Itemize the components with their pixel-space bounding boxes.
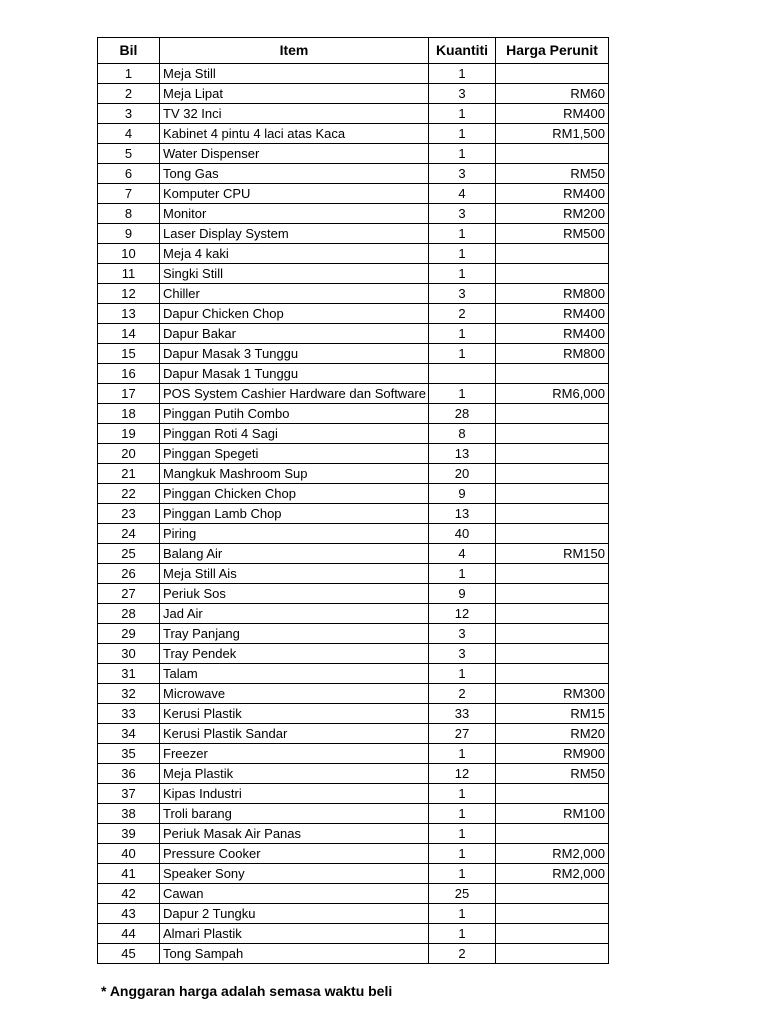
- bil-cell: 40: [98, 844, 160, 864]
- qty-cell: 1: [429, 824, 496, 844]
- bil-cell: 10: [98, 244, 160, 264]
- table-row: [98, 924, 609, 944]
- table-row: [98, 64, 609, 84]
- qty-cell: 4: [429, 184, 496, 204]
- item-cell: Periuk Masak Air Panas: [160, 824, 429, 844]
- price-cell: RM400: [496, 304, 609, 324]
- table-row: [98, 164, 609, 184]
- item-cell: Balang Air: [160, 544, 429, 564]
- table-row: [98, 284, 609, 304]
- bil-cell: 7: [98, 184, 160, 204]
- price-cell: [496, 144, 609, 164]
- qty-cell: 1: [429, 864, 496, 884]
- price-cell: RM900: [496, 744, 609, 764]
- price-cell: [496, 884, 609, 904]
- qty-cell: 1: [429, 104, 496, 124]
- bil-cell: 38: [98, 804, 160, 824]
- price-cell: [496, 644, 609, 664]
- item-cell: Pinggan Chicken Chop: [160, 484, 429, 504]
- price-cell: RM2,000: [496, 844, 609, 864]
- item-cell: Singki Still: [160, 264, 429, 284]
- price-cell: RM300: [496, 684, 609, 704]
- price-cell: [496, 404, 609, 424]
- qty-cell: 40: [429, 524, 496, 544]
- item-cell: Kabinet 4 pintu 4 laci atas Kaca: [160, 124, 429, 144]
- item-cell: Piring: [160, 524, 429, 544]
- price-cell: [496, 904, 609, 924]
- bil-cell: 22: [98, 484, 160, 504]
- table-row: [98, 904, 609, 924]
- table-row: [98, 264, 609, 284]
- table-row: [98, 424, 609, 444]
- table-row: [98, 524, 609, 544]
- table-row: [98, 224, 609, 244]
- header-item: Item: [160, 38, 429, 64]
- item-cell: Freezer: [160, 744, 429, 764]
- price-cell: [496, 444, 609, 464]
- bil-cell: 14: [98, 324, 160, 344]
- table-row: [98, 804, 609, 824]
- item-cell: Meja Plastik: [160, 764, 429, 784]
- item-cell: Komputer CPU: [160, 184, 429, 204]
- table-row: [98, 404, 609, 424]
- qty-cell: 9: [429, 484, 496, 504]
- bil-cell: 45: [98, 944, 160, 964]
- price-cell: RM200: [496, 204, 609, 224]
- qty-cell: 1: [429, 344, 496, 364]
- table-row: [98, 84, 609, 104]
- bil-cell: 27: [98, 584, 160, 604]
- qty-cell: 9: [429, 584, 496, 604]
- table-row: [98, 184, 609, 204]
- bil-cell: 24: [98, 524, 160, 544]
- bil-cell: 17: [98, 384, 160, 404]
- table-row: [98, 704, 609, 724]
- item-cell: Pinggan Spegeti: [160, 444, 429, 464]
- bil-cell: 29: [98, 624, 160, 644]
- price-cell: [496, 524, 609, 544]
- item-cell: Jad Air: [160, 604, 429, 624]
- table-header-row: [98, 38, 609, 64]
- qty-cell: 3: [429, 84, 496, 104]
- bil-cell: 19: [98, 424, 160, 444]
- bil-cell: 6: [98, 164, 160, 184]
- item-cell: POS System Cashier Hardware dan Software: [160, 384, 429, 404]
- qty-cell: 12: [429, 604, 496, 624]
- price-cell: RM400: [496, 104, 609, 124]
- qty-cell: 1: [429, 844, 496, 864]
- bil-cell: 5: [98, 144, 160, 164]
- bil-cell: 12: [98, 284, 160, 304]
- price-cell: [496, 484, 609, 504]
- item-cell: Troli barang: [160, 804, 429, 824]
- table-row: [98, 664, 609, 684]
- price-cell: [496, 584, 609, 604]
- table-row: [98, 564, 609, 584]
- bil-cell: 23: [98, 504, 160, 524]
- bil-cell: 42: [98, 884, 160, 904]
- bil-cell: 36: [98, 764, 160, 784]
- item-cell: Microwave: [160, 684, 429, 704]
- item-cell: Laser Display System: [160, 224, 429, 244]
- qty-cell: 1: [429, 924, 496, 944]
- table-body: [98, 64, 609, 964]
- qty-cell: 1: [429, 384, 496, 404]
- price-cell: [496, 944, 609, 964]
- price-cell: [496, 784, 609, 804]
- table-row: [98, 944, 609, 964]
- table-row: [98, 304, 609, 324]
- price-cell: [496, 924, 609, 944]
- qty-cell: 3: [429, 624, 496, 644]
- price-cell: [496, 64, 609, 84]
- table-row: [98, 104, 609, 124]
- item-cell: Meja Still Ais: [160, 564, 429, 584]
- footnote: * Anggaran harga adalah semasa waktu beli: [101, 983, 393, 999]
- table-row: [98, 324, 609, 344]
- item-cell: Cawan: [160, 884, 429, 904]
- price-cell: [496, 564, 609, 584]
- price-cell: RM6,000: [496, 384, 609, 404]
- bil-cell: 33: [98, 704, 160, 724]
- table-row: [98, 844, 609, 864]
- qty-cell: 1: [429, 744, 496, 764]
- item-cell: Kerusi Plastik: [160, 704, 429, 724]
- qty-cell: 20: [429, 464, 496, 484]
- price-cell: [496, 624, 609, 644]
- price-cell: [496, 424, 609, 444]
- price-cell: RM15: [496, 704, 609, 724]
- bil-cell: 21: [98, 464, 160, 484]
- item-cell: Dapur 2 Tungku: [160, 904, 429, 924]
- table-row: [98, 364, 609, 384]
- table-row: [98, 344, 609, 364]
- qty-cell: 1: [429, 244, 496, 264]
- table-row: [98, 544, 609, 564]
- bil-cell: 20: [98, 444, 160, 464]
- qty-cell: 12: [429, 764, 496, 784]
- price-cell: [496, 364, 609, 384]
- bil-cell: 37: [98, 784, 160, 804]
- table-row: [98, 644, 609, 664]
- header-bil: Bil: [98, 38, 160, 64]
- price-cell: RM50: [496, 164, 609, 184]
- header-qty: Kuantiti: [429, 38, 496, 64]
- item-cell: Monitor: [160, 204, 429, 224]
- qty-cell: 1: [429, 664, 496, 684]
- qty-cell: 27: [429, 724, 496, 744]
- table-row: [98, 764, 609, 784]
- item-cell: Meja Still: [160, 64, 429, 84]
- item-cell: Meja 4 kaki: [160, 244, 429, 264]
- table-row: [98, 504, 609, 524]
- qty-cell: 1: [429, 124, 496, 144]
- qty-cell: 3: [429, 164, 496, 184]
- price-cell: [496, 464, 609, 484]
- qty-cell: 28: [429, 404, 496, 424]
- item-cell: Chiller: [160, 284, 429, 304]
- bil-cell: 35: [98, 744, 160, 764]
- price-cell: [496, 244, 609, 264]
- price-cell: RM800: [496, 344, 609, 364]
- price-cell: [496, 504, 609, 524]
- item-cell: Pinggan Roti 4 Sagi: [160, 424, 429, 444]
- price-cell: RM1,500: [496, 124, 609, 144]
- bil-cell: 11: [98, 264, 160, 284]
- table-row: [98, 884, 609, 904]
- table-row: [98, 744, 609, 764]
- item-cell: Talam: [160, 664, 429, 684]
- bil-cell: 16: [98, 364, 160, 384]
- qty-cell: 13: [429, 504, 496, 524]
- bil-cell: 32: [98, 684, 160, 704]
- item-cell: Tray Panjang: [160, 624, 429, 644]
- table-row: [98, 824, 609, 844]
- qty-cell: 1: [429, 324, 496, 344]
- bil-cell: 9: [98, 224, 160, 244]
- item-cell: Kipas Industri: [160, 784, 429, 804]
- table-row: [98, 724, 609, 744]
- price-cell: RM2,000: [496, 864, 609, 884]
- qty-cell: 3: [429, 644, 496, 664]
- bil-cell: 43: [98, 904, 160, 924]
- qty-cell: 1: [429, 144, 496, 164]
- bil-cell: 3: [98, 104, 160, 124]
- price-cell: [496, 604, 609, 624]
- bil-cell: 26: [98, 564, 160, 584]
- bil-cell: 25: [98, 544, 160, 564]
- item-cell: Dapur Bakar: [160, 324, 429, 344]
- price-cell: RM500: [496, 224, 609, 244]
- bil-cell: 13: [98, 304, 160, 324]
- bil-cell: 44: [98, 924, 160, 944]
- qty-cell: 1: [429, 784, 496, 804]
- qty-cell: 3: [429, 204, 496, 224]
- price-cell: RM60: [496, 84, 609, 104]
- item-cell: Tong Gas: [160, 164, 429, 184]
- table-row: [98, 484, 609, 504]
- qty-cell: 1: [429, 264, 496, 284]
- bil-cell: 28: [98, 604, 160, 624]
- table-row: [98, 584, 609, 604]
- qty-cell: 8: [429, 424, 496, 444]
- item-cell: Periuk Sos: [160, 584, 429, 604]
- bil-cell: 4: [98, 124, 160, 144]
- price-cell: RM50: [496, 764, 609, 784]
- price-cell: [496, 264, 609, 284]
- table-row: [98, 464, 609, 484]
- item-cell: TV 32 Inci: [160, 104, 429, 124]
- bil-cell: 15: [98, 344, 160, 364]
- qty-cell: 1: [429, 64, 496, 84]
- bil-cell: 31: [98, 664, 160, 684]
- bil-cell: 30: [98, 644, 160, 664]
- price-cell: RM100: [496, 804, 609, 824]
- item-cell: Meja Lipat: [160, 84, 429, 104]
- item-cell: Dapur Masak 1 Tunggu: [160, 364, 429, 384]
- table-row: [98, 124, 609, 144]
- item-cell: Tong Sampah: [160, 944, 429, 964]
- item-cell: Dapur Masak 3 Tunggu: [160, 344, 429, 364]
- price-cell: [496, 664, 609, 684]
- item-cell: Almari Plastik: [160, 924, 429, 944]
- item-cell: Tray Pendek: [160, 644, 429, 664]
- qty-cell: 3: [429, 284, 496, 304]
- qty-cell: 1: [429, 564, 496, 584]
- price-cell: RM800: [496, 284, 609, 304]
- item-cell: Pressure Cooker: [160, 844, 429, 864]
- table-row: [98, 444, 609, 464]
- qty-cell: 1: [429, 224, 496, 244]
- table-row: [98, 244, 609, 264]
- table-row: [98, 684, 609, 704]
- qty-cell: 33: [429, 704, 496, 724]
- header-price: Harga Perunit: [496, 38, 609, 64]
- price-cell: RM20: [496, 724, 609, 744]
- table-row: [98, 384, 609, 404]
- table-row: [98, 204, 609, 224]
- table-row: [98, 624, 609, 644]
- qty-cell: 2: [429, 684, 496, 704]
- price-cell: RM400: [496, 184, 609, 204]
- qty-cell: 13: [429, 444, 496, 464]
- inventory-table: [97, 37, 609, 964]
- item-cell: Pinggan Lamb Chop: [160, 504, 429, 524]
- table-row: [98, 604, 609, 624]
- table-row: [98, 864, 609, 884]
- item-cell: Pinggan Putih Combo: [160, 404, 429, 424]
- bil-cell: 8: [98, 204, 160, 224]
- bil-cell: 39: [98, 824, 160, 844]
- item-cell: Speaker Sony: [160, 864, 429, 884]
- bil-cell: 1: [98, 64, 160, 84]
- item-cell: Mangkuk Mashroom Sup: [160, 464, 429, 484]
- table-row: [98, 784, 609, 804]
- table-row: [98, 144, 609, 164]
- qty-cell: 25: [429, 884, 496, 904]
- item-cell: Dapur Chicken Chop: [160, 304, 429, 324]
- qty-cell: 1: [429, 904, 496, 924]
- price-cell: RM150: [496, 544, 609, 564]
- item-cell: Kerusi Plastik Sandar: [160, 724, 429, 744]
- bil-cell: 41: [98, 864, 160, 884]
- qty-cell: [429, 364, 496, 384]
- bil-cell: 2: [98, 84, 160, 104]
- bil-cell: 34: [98, 724, 160, 744]
- item-cell: Water Dispenser: [160, 144, 429, 164]
- bil-cell: 18: [98, 404, 160, 424]
- qty-cell: 2: [429, 304, 496, 324]
- price-cell: RM400: [496, 324, 609, 344]
- qty-cell: 1: [429, 804, 496, 824]
- qty-cell: 2: [429, 944, 496, 964]
- qty-cell: 4: [429, 544, 496, 564]
- price-cell: [496, 824, 609, 844]
